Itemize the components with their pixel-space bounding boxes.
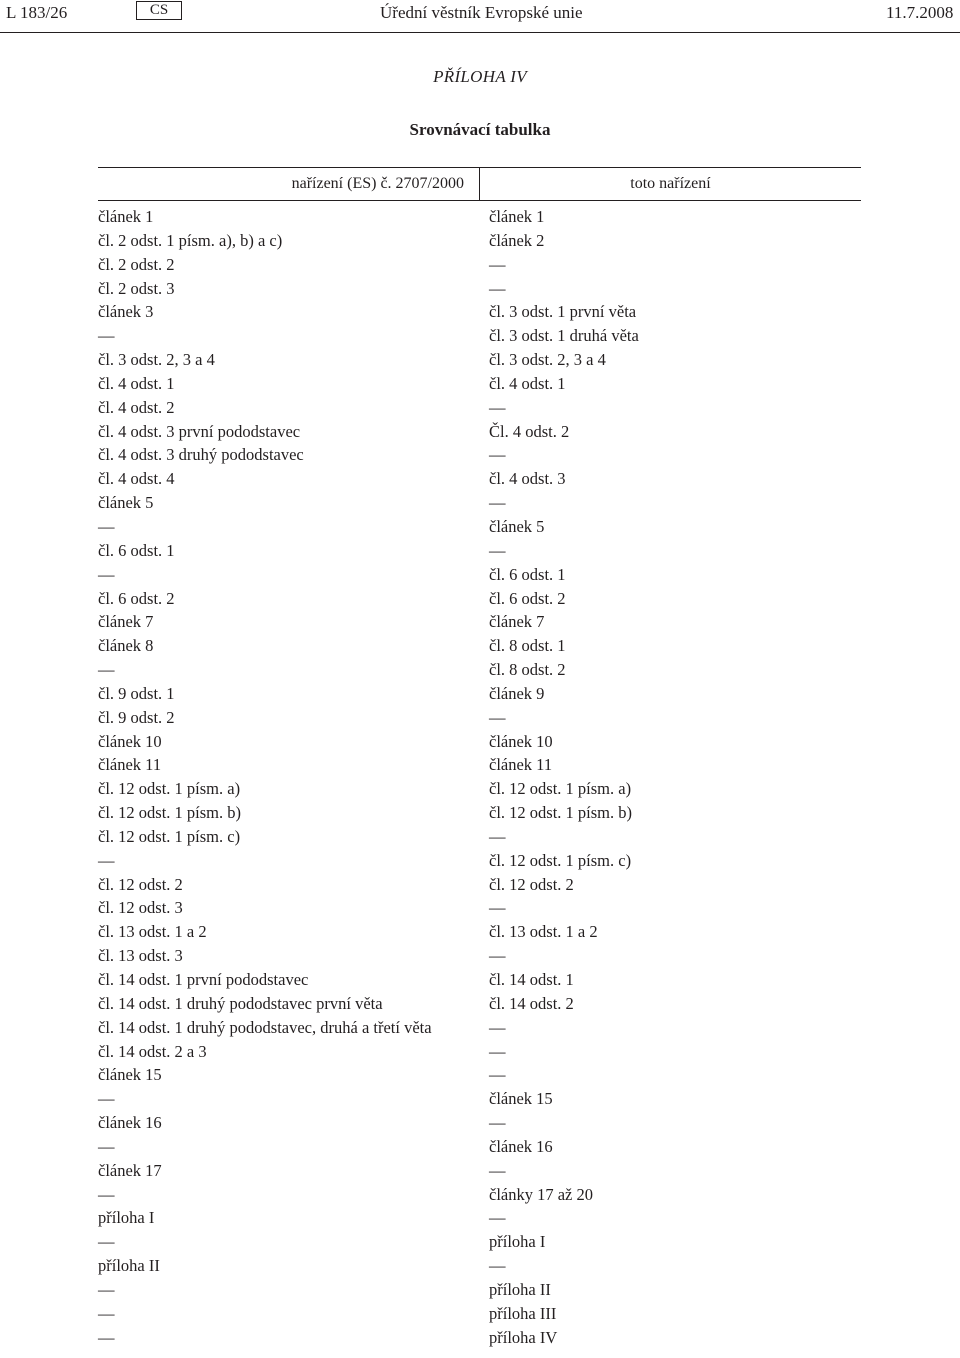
cell-this-regulation: čl. 14 odst. 2 (489, 993, 574, 1013)
table-row (98, 540, 861, 564)
table-row (98, 206, 861, 230)
cell-old-regulation: čl. 12 odst. 1 písm. c) (98, 826, 241, 846)
journal-title: Úřední věstník Evropské unie (380, 3, 583, 22)
cell-this-regulation: článek 7 (489, 612, 545, 632)
cell-this-regulation: — (489, 397, 506, 417)
cell-old-regulation: čl. 14 odst. 1 druhý pododstavec první věta (98, 993, 383, 1013)
cell-old-regulation: čl. 12 odst. 2 (98, 874, 183, 894)
cell-old-regulation: čl. 4 odst. 2 (98, 397, 175, 417)
cell-this-regulation: čl. 12 odst. 2 (489, 874, 574, 894)
table-row (98, 1088, 861, 1112)
cell-old-regulation: — (98, 1303, 115, 1323)
cell-old-regulation: čl. 4 odst. 3 první pododstavec (98, 421, 301, 441)
table-row (98, 254, 861, 278)
cell-this-regulation: článek 5 (489, 516, 545, 536)
cell-old-regulation: čl. 12 odst. 1 písm. a) (98, 779, 241, 799)
table-row (98, 421, 861, 445)
cell-this-regulation: čl. 14 odst. 1 (489, 970, 574, 989)
cell-this-regulation: čl. 3 odst. 1 druhá věta (489, 326, 639, 346)
cell-this-regulation: — (489, 278, 506, 298)
cell-this-regulation: čl. 13 odst. 1 a 2 (489, 922, 598, 942)
cell-old-regulation: článek 10 (98, 731, 162, 751)
table-row (98, 1279, 861, 1303)
table-row (98, 897, 861, 921)
table-row (98, 659, 861, 683)
page-reference: L 183/26 (6, 3, 68, 22)
cell-old-regulation: článek 1 (98, 207, 154, 226)
cell-old-regulation: čl. 3 odst. 2, 3 a 4 (98, 350, 215, 370)
table-row (98, 969, 861, 993)
cell-old-regulation: příloha I (98, 1208, 155, 1228)
language-code-box: CS (136, 1, 182, 20)
cell-old-regulation: článek 5 (98, 493, 154, 513)
table-row (98, 874, 861, 898)
cell-old-regulation: čl. 6 odst. 1 (98, 540, 175, 560)
cell-this-regulation: čl. 12 odst. 1 písm. a) (489, 779, 632, 799)
cell-this-regulation: příloha II (489, 1279, 551, 1299)
cell-old-regulation: článek 3 (98, 302, 154, 322)
table-row (98, 325, 861, 349)
cell-old-regulation: článek 7 (98, 612, 154, 632)
header-rule (0, 32, 960, 33)
cell-this-regulation: články 17 až 20 (489, 1184, 594, 1204)
cell-this-regulation: čl. 4 odst. 1 (489, 373, 566, 393)
cell-old-regulation: čl. 6 odst. 2 (98, 588, 175, 608)
cell-old-regulation: čl. 4 odst. 3 druhý pododstavec (98, 445, 304, 465)
cell-this-regulation: čl. 6 odst. 2 (489, 588, 566, 608)
table-row (98, 754, 861, 778)
table-row (98, 731, 861, 755)
cell-old-regulation: čl. 4 odst. 4 (98, 469, 175, 489)
table-row (98, 850, 861, 874)
cell-old-regulation: čl. 12 odst. 3 (98, 898, 183, 918)
cell-this-regulation: — (489, 445, 506, 465)
cell-old-regulation: — (98, 1279, 115, 1299)
cell-old-regulation: čl. 4 odst. 1 (98, 373, 175, 393)
cell-old-regulation: — (98, 1232, 115, 1252)
cell-old-regulation: článek 11 (98, 755, 162, 775)
cell-old-regulation: čl. 14 odst. 2 a 3 (98, 1041, 207, 1061)
cell-this-regulation: čl. 3 odst. 1 první věta (489, 302, 637, 322)
table-row (98, 778, 861, 802)
cell-old-regulation: čl. 12 odst. 1 písm. b) (98, 803, 241, 823)
cell-this-regulation: čl. 4 odst. 3 (489, 469, 566, 489)
table-row (98, 611, 861, 635)
cell-this-regulation: — (489, 540, 506, 560)
cell-this-regulation: článek 11 (489, 755, 553, 775)
cell-this-regulation: — (489, 1113, 506, 1133)
cell-this-regulation: — (489, 946, 506, 966)
table-row (98, 1017, 861, 1041)
cell-old-regulation: — (98, 1089, 115, 1109)
table-row (98, 397, 861, 421)
cell-this-regulation: čl. 8 odst. 2 (489, 660, 566, 680)
table-row (98, 1136, 861, 1160)
table-row (98, 921, 861, 945)
cell-old-regulation: čl. 9 odst. 2 (98, 707, 175, 727)
table-row (98, 1064, 861, 1088)
cell-old-regulation: čl. 13 odst. 1 a 2 (98, 922, 207, 942)
table-title: Srovnávací tabulka (409, 120, 551, 139)
cell-this-regulation: — (489, 826, 506, 846)
cell-old-regulation: čl. 2 odst. 2 (98, 254, 175, 274)
cell-this-regulation: článek 2 (489, 230, 545, 250)
cell-this-regulation: — (489, 1041, 506, 1061)
cell-old-regulation: článek 17 (98, 1160, 162, 1180)
table-row (98, 802, 861, 826)
table-row (98, 1255, 861, 1279)
table-row (98, 1184, 861, 1208)
table-row (98, 564, 861, 588)
table-row (98, 993, 861, 1017)
table-row (98, 707, 861, 731)
table-row (98, 468, 861, 492)
table-row (98, 945, 861, 969)
table-header-rule (98, 200, 861, 201)
annex-title: PŘÍLOHA IV (433, 67, 527, 86)
column-header-old-regulation: nařízení (ES) č. 2707/2000 (291, 175, 464, 192)
cell-this-regulation: čl. 6 odst. 1 (489, 564, 566, 584)
cell-old-regulation: čl. 9 odst. 1 (98, 683, 175, 703)
cell-this-regulation: Čl. 4 odst. 2 (489, 421, 570, 441)
table-row (98, 278, 861, 302)
cell-this-regulation: — (489, 254, 506, 274)
table-body (98, 206, 861, 1351)
cell-this-regulation: článek 1 (489, 207, 545, 226)
cell-this-regulation: — (489, 1256, 506, 1276)
table-row (98, 683, 861, 707)
cell-old-regulation: čl. 2 odst. 3 (98, 278, 175, 298)
table-row (98, 1327, 861, 1351)
cell-this-regulation: článek 10 (489, 731, 553, 751)
cell-this-regulation: — (489, 1160, 506, 1180)
cell-this-regulation: čl. 8 odst. 1 (489, 636, 566, 656)
cell-old-regulation: článek 15 (98, 1065, 162, 1085)
cell-old-regulation: — (98, 1327, 115, 1347)
cell-this-regulation: příloha I (489, 1232, 546, 1252)
cell-this-regulation: čl. 3 odst. 2, 3 a 4 (489, 350, 606, 370)
table-row (98, 444, 861, 468)
cell-old-regulation: — (98, 516, 115, 536)
column-header-this-regulation: toto nařízení (630, 175, 711, 192)
cell-this-regulation: příloha IV (489, 1327, 558, 1347)
table-row (98, 1041, 861, 1065)
table-row (98, 349, 861, 373)
cell-old-regulation: — (98, 850, 115, 870)
cell-old-regulation: čl. 13 odst. 3 (98, 946, 183, 966)
table-row (98, 373, 861, 397)
cell-old-regulation: článek 16 (98, 1113, 162, 1133)
cell-old-regulation: čl. 14 odst. 1 první pododstavec (98, 970, 309, 989)
cell-old-regulation: čl. 14 odst. 1 druhý pododstavec, druhá a třetí věta (98, 1017, 432, 1037)
table-row (98, 516, 861, 540)
table-row (98, 635, 861, 659)
table-row (98, 588, 861, 612)
cell-old-regulation: — (98, 660, 115, 680)
cell-this-regulation: — (489, 493, 506, 513)
table-row (98, 492, 861, 516)
cell-this-regulation: — (489, 898, 506, 918)
page-header (0, 0, 960, 30)
cell-old-regulation: příloha II (98, 1256, 160, 1276)
cell-old-regulation: článek 8 (98, 636, 154, 656)
cell-this-regulation: — (489, 1208, 506, 1228)
table-row (98, 826, 861, 850)
publication-date: 11.7.2008 (886, 3, 954, 22)
table-row (98, 230, 861, 254)
table-row (98, 1231, 861, 1255)
cell-this-regulation: — (489, 707, 506, 727)
cell-this-regulation: čl. 12 odst. 1 písm. b) (489, 803, 632, 823)
cell-old-regulation: — (98, 1136, 115, 1156)
cell-this-regulation: čl. 12 odst. 1 písm. c) (489, 850, 632, 870)
table-row (98, 1303, 861, 1327)
table-row (98, 1112, 861, 1136)
table-row (98, 1160, 861, 1184)
cell-old-regulation: — (98, 326, 115, 346)
cell-this-regulation: článek 9 (489, 683, 545, 703)
cell-this-regulation: — (489, 1017, 506, 1037)
cell-old-regulation: — (98, 564, 115, 584)
table-row (98, 301, 861, 325)
cell-this-regulation: — (489, 1065, 506, 1085)
cell-this-regulation: článek 16 (489, 1136, 553, 1156)
cell-this-regulation: článek 15 (489, 1089, 553, 1109)
cell-this-regulation: příloha III (489, 1303, 557, 1323)
table-row (98, 1207, 861, 1231)
cell-old-regulation: čl. 2 odst. 1 písm. a), b) a c) (98, 230, 283, 250)
cell-old-regulation: — (98, 1184, 115, 1204)
